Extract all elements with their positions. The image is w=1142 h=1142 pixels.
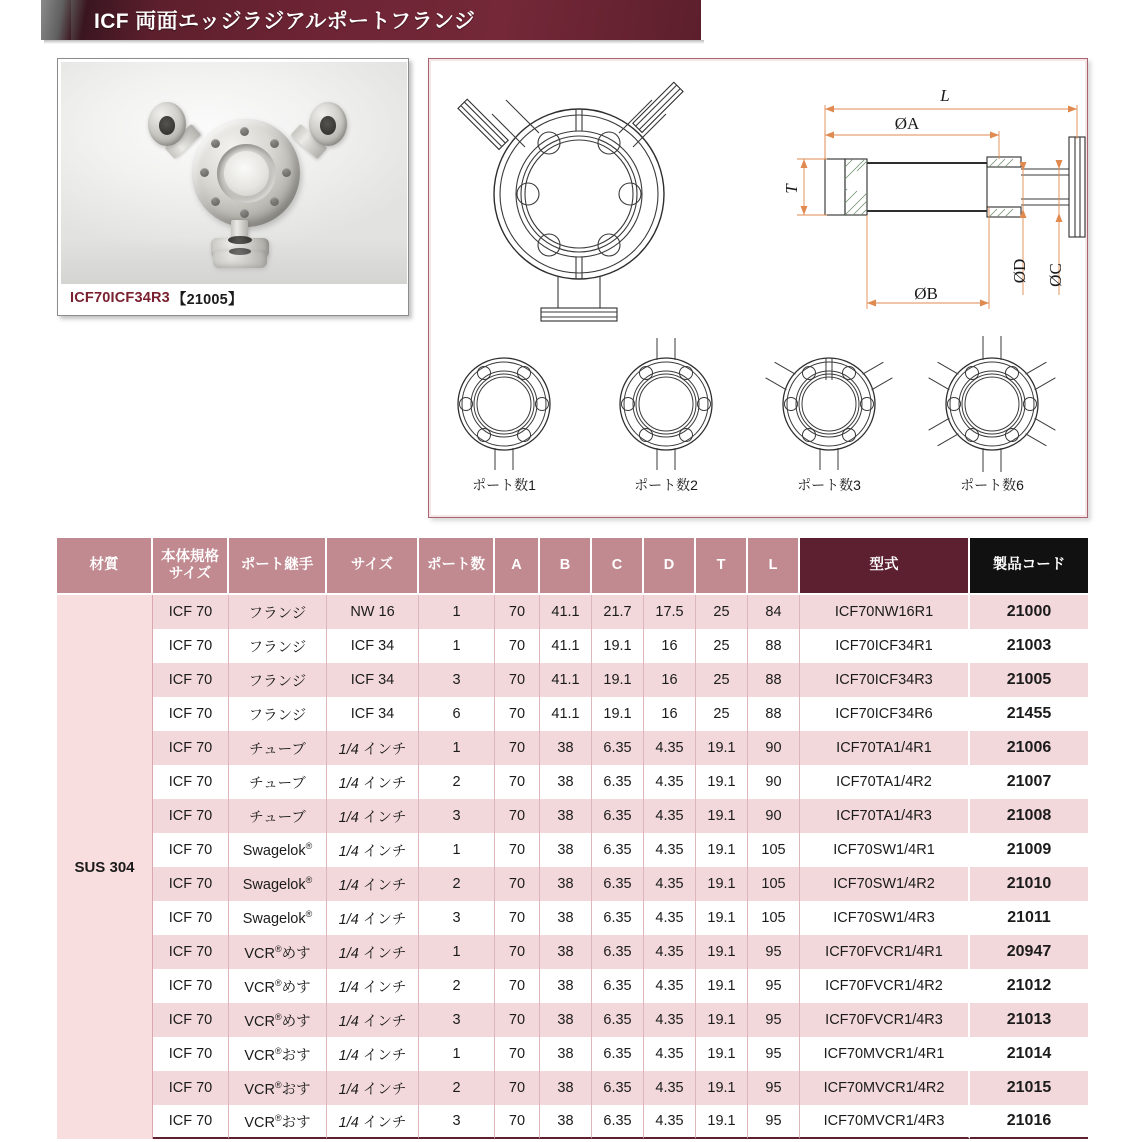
table-header-row: [57, 538, 1088, 595]
cell-dim-d: 4.35: [644, 1105, 696, 1139]
cell-dim-l: 95: [748, 1037, 800, 1071]
col-header-a: A: [495, 538, 540, 595]
table-row: [57, 663, 1088, 697]
cell-dim-a: 70: [495, 595, 540, 629]
cell-dim-d: 16: [644, 629, 696, 663]
cell-model: ICF70NW16R1: [800, 595, 970, 629]
cell-dim-c: 21.7: [592, 595, 644, 629]
cell-dim-a: 70: [495, 901, 540, 935]
cell-dim-b: 41.1: [540, 595, 592, 629]
cell-size: 1/4 インチ: [327, 765, 419, 799]
dimension-label-T: T: [782, 184, 801, 194]
cell-body-spec-size: ICF 70: [153, 765, 229, 799]
cell-dim-t: 19.1: [696, 1071, 748, 1105]
cell-size: ICF 34: [327, 629, 419, 663]
registered-mark: ®: [305, 909, 313, 920]
cell-dim-l: 95: [748, 1003, 800, 1037]
cell-port-count: 1: [419, 595, 495, 629]
cell-dim-a: 70: [495, 1105, 540, 1139]
cell-dim-t: 19.1: [696, 969, 748, 1003]
cell-size: 1/4 インチ: [327, 1105, 419, 1139]
port-flange-left: [148, 102, 186, 146]
cell-body-spec-size: ICF 70: [153, 629, 229, 663]
cell-dim-b: 38: [540, 765, 592, 799]
cell-product-code: 21006: [970, 731, 1088, 765]
cell-product-code: 21015: [970, 1071, 1088, 1105]
bolt-hole: [211, 197, 220, 206]
cell-dim-t: 19.1: [696, 1105, 748, 1139]
cell-port-count: 2: [419, 765, 495, 799]
table-body: [57, 595, 1088, 1139]
registered-mark: ®: [274, 943, 282, 954]
cell-dim-b: 41.1: [540, 663, 592, 697]
cell-port-fitting: VCR®おす: [229, 1071, 327, 1105]
bolt-hole: [211, 139, 220, 148]
cell-dim-a: 70: [495, 663, 540, 697]
cell-port-count: 3: [419, 663, 495, 697]
cell-model: ICF70ICF34R6: [800, 697, 970, 731]
cell-dim-d: 4.35: [644, 901, 696, 935]
cell-body-spec-size: ICF 70: [153, 867, 229, 901]
cell-port-fitting: チューブ: [229, 765, 327, 799]
cell-dim-b: 38: [540, 867, 592, 901]
cell-model: ICF70SW1/4R1: [800, 833, 970, 867]
cell-dim-l: 95: [748, 969, 800, 1003]
cell-port-fitting: チューブ: [229, 731, 327, 765]
port-variant-6: [929, 336, 1056, 472]
cell-dim-a: 70: [495, 1003, 540, 1037]
cell-product-code: 21009: [970, 833, 1088, 867]
col-header-b: B: [540, 538, 592, 595]
port-flange-right: [309, 102, 347, 146]
cell-dim-b: 38: [540, 833, 592, 867]
cell-size: ICF 34: [327, 663, 419, 697]
cell-model: ICF70TA1/4R1: [800, 731, 970, 765]
registered-mark: ®: [274, 977, 282, 988]
cell-port-fitting: VCR®おす: [229, 1037, 327, 1071]
registered-mark: ®: [274, 1112, 282, 1123]
cell-model: ICF70FVCR1/4R2: [800, 969, 970, 1003]
cell-dim-c: 6.35: [592, 1003, 644, 1037]
cell-port-fitting: VCR®めす: [229, 1003, 327, 1037]
cell-dim-a: 70: [495, 1071, 540, 1105]
cell-dim-d: 4.35: [644, 731, 696, 765]
bolt-hole: [270, 139, 279, 148]
cell-dim-b: 38: [540, 901, 592, 935]
cell-dim-c: 6.35: [592, 731, 644, 765]
cell-dim-d: 4.35: [644, 935, 696, 969]
cell-dim-t: 25: [696, 697, 748, 731]
cell-model: ICF70SW1/4R2: [800, 867, 970, 901]
cell-product-code: 21014: [970, 1037, 1088, 1071]
cell-dim-t: 19.1: [696, 1037, 748, 1071]
cell-product-code: 21007: [970, 765, 1088, 799]
cell-body-spec-size: ICF 70: [153, 663, 229, 697]
photo-caption: [61, 284, 407, 312]
bolt-hole: [240, 209, 249, 218]
page-title: ICF 両面エッジラジアルポートフランジ: [94, 10, 476, 33]
cell-dim-l: 90: [748, 765, 800, 799]
cell-dim-d: 17.5: [644, 595, 696, 629]
cell-size: 1/4 インチ: [327, 833, 419, 867]
cell-dim-l: 105: [748, 901, 800, 935]
table-row: [57, 1037, 1088, 1071]
cell-model: ICF70TA1/4R2: [800, 765, 970, 799]
cell-dim-b: 38: [540, 1105, 592, 1139]
cell-dim-t: 19.1: [696, 833, 748, 867]
port-variant-2: [620, 338, 712, 470]
cell-dim-a: 70: [495, 629, 540, 663]
cell-size: 1/4 インチ: [327, 1003, 419, 1037]
table-row: [57, 969, 1088, 1003]
col-header-d: D: [644, 538, 696, 595]
cell-port-fitting: フランジ: [229, 595, 327, 629]
cell-port-fitting: フランジ: [229, 663, 327, 697]
cell-dim-c: 6.35: [592, 1037, 644, 1071]
cell-product-code: 21005: [970, 663, 1088, 697]
cell-size: 1/4 インチ: [327, 935, 419, 969]
cell-dim-c: 6.35: [592, 867, 644, 901]
table-row: [57, 1071, 1088, 1105]
dimension-label-A: ØA: [894, 114, 920, 133]
cell-dim-a: 70: [495, 765, 540, 799]
col-header-c: C: [592, 538, 644, 595]
cell-product-code: 21011: [970, 901, 1088, 935]
cell-model: ICF70MVCR1/4R3: [800, 1105, 970, 1139]
registered-mark: ®: [274, 1011, 282, 1022]
cell-dim-c: 6.35: [592, 1071, 644, 1105]
cell-dim-c: 6.35: [592, 969, 644, 1003]
product-photo-panel: [57, 58, 409, 316]
cell-dim-c: 6.35: [592, 833, 644, 867]
cell-size: 1/4 インチ: [327, 1071, 419, 1105]
cell-size: 1/4 インチ: [327, 731, 419, 765]
cell-body-spec-size: ICF 70: [153, 1003, 229, 1037]
cell-port-fitting: フランジ: [229, 629, 327, 663]
cell-dim-l: 95: [748, 935, 800, 969]
cell-product-code: 21000: [970, 595, 1088, 629]
registered-mark: ®: [305, 841, 313, 852]
cell-model: ICF70ICF34R1: [800, 629, 970, 663]
cell-dim-c: 6.35: [592, 901, 644, 935]
cell-dim-l: 84: [748, 595, 800, 629]
cell-port-count: 1: [419, 629, 495, 663]
registered-mark: ®: [274, 1045, 282, 1056]
flange-bore-shape: [217, 144, 276, 203]
cell-size: 1/4 インチ: [327, 867, 419, 901]
cell-dim-b: 41.1: [540, 697, 592, 731]
bolt-hole: [200, 168, 209, 177]
cell-dim-b: 38: [540, 731, 592, 765]
port-variant-row: [458, 336, 1055, 472]
cell-dim-d: 4.35: [644, 833, 696, 867]
port-variant-1: [458, 358, 550, 470]
cell-dim-l: 90: [748, 731, 800, 765]
cell-dim-c: 6.35: [592, 799, 644, 833]
table-row: [57, 595, 1088, 629]
col-header-port-fitting: ポート継手: [229, 538, 327, 595]
cell-dim-l: 105: [748, 867, 800, 901]
cell-product-code: 20947: [970, 935, 1088, 969]
cell-dim-c: 6.35: [592, 1105, 644, 1139]
cell-port-count: 2: [419, 969, 495, 1003]
cell-dim-c: 19.1: [592, 697, 644, 731]
cell-dim-t: 19.1: [696, 799, 748, 833]
cell-body-spec-size: ICF 70: [153, 731, 229, 765]
cell-body-spec-size: ICF 70: [153, 935, 229, 969]
col-header-body-spec-line2: サイズ: [168, 565, 212, 582]
cell-dim-b: 38: [540, 1071, 592, 1105]
cell-dim-t: 25: [696, 629, 748, 663]
col-header-t: T: [696, 538, 748, 595]
cell-port-count: 3: [419, 799, 495, 833]
cell-dim-a: 70: [495, 833, 540, 867]
cell-model: ICF70FVCR1/4R3: [800, 1003, 970, 1037]
cell-size: 1/4 インチ: [327, 901, 419, 935]
cell-model: ICF70MVCR1/4R1: [800, 1037, 970, 1071]
cell-dim-t: 25: [696, 595, 748, 629]
registered-mark: ®: [305, 875, 313, 886]
cell-size: NW 16: [327, 595, 419, 629]
cell-port-count: 6: [419, 697, 495, 731]
dimension-lines: [797, 105, 1077, 309]
cell-model: ICF70MVCR1/4R2: [800, 1071, 970, 1105]
port-variant-6-label: ポート数6: [960, 477, 1024, 493]
cell-port-fitting: Swagelok®: [229, 833, 327, 867]
cell-size: 1/4 インチ: [327, 799, 419, 833]
front-view-drawing: [458, 82, 683, 321]
cell-body-spec-size: ICF 70: [153, 595, 229, 629]
cell-port-fitting: VCR®めす: [229, 969, 327, 1003]
cell-body-spec-size: ICF 70: [153, 1105, 229, 1139]
cell-dim-d: 4.35: [644, 1071, 696, 1105]
cell-product-code: 21012: [970, 969, 1088, 1003]
table-row: [57, 765, 1088, 799]
cell-dim-l: 95: [748, 1105, 800, 1139]
cell-product-code: 21013: [970, 1003, 1088, 1037]
cell-port-fitting: チューブ: [229, 799, 327, 833]
bolt-hole: [240, 127, 249, 136]
cell-dim-b: 38: [540, 935, 592, 969]
cell-body-spec-size: ICF 70: [153, 901, 229, 935]
cell-dim-c: 19.1: [592, 629, 644, 663]
col-header-body-spec-line1: 本体規格: [161, 549, 219, 566]
port-variant-3: [766, 358, 893, 470]
cell-dim-l: 88: [748, 629, 800, 663]
cell-product-code: 21003: [970, 629, 1088, 663]
dimension-label-L: L: [940, 86, 950, 105]
cell-dim-a: 70: [495, 731, 540, 765]
cell-dim-b: 38: [540, 1003, 592, 1037]
cell-dim-c: 6.35: [592, 935, 644, 969]
cell-size: 1/4 インチ: [327, 969, 419, 1003]
bolt-hole: [270, 197, 279, 206]
cell-dim-a: 70: [495, 697, 540, 731]
cell-body-spec-size: ICF 70: [153, 799, 229, 833]
cell-dim-l: 105: [748, 833, 800, 867]
cell-size: ICF 34: [327, 697, 419, 731]
cell-dim-d: 4.35: [644, 799, 696, 833]
table-row: [57, 799, 1088, 833]
cell-port-fitting: VCR®おす: [229, 1105, 327, 1139]
cell-dim-a: 70: [495, 935, 540, 969]
cell-port-count: 1: [419, 833, 495, 867]
col-header-material: 材質: [57, 538, 153, 595]
cell-port-count: 1: [419, 935, 495, 969]
cell-body-spec-size: ICF 70: [153, 1071, 229, 1105]
table-row: [57, 901, 1088, 935]
cell-port-count: 1: [419, 1037, 495, 1071]
cell-dim-d: 4.35: [644, 1003, 696, 1037]
cell-dim-b: 38: [540, 799, 592, 833]
cell-port-count: 3: [419, 1003, 495, 1037]
cell-port-count: 1: [419, 731, 495, 765]
section-view-drawing: [825, 137, 1085, 237]
technical-drawing-svg: [429, 59, 1087, 517]
cell-product-code: 21008: [970, 799, 1088, 833]
cell-body-spec-size: ICF 70: [153, 969, 229, 1003]
cell-dim-c: 19.1: [592, 663, 644, 697]
table-row: [57, 697, 1088, 731]
cell-dim-t: 19.1: [696, 867, 748, 901]
table-row: [57, 731, 1088, 765]
cell-dim-t: 19.1: [696, 901, 748, 935]
cell-size: 1/4 インチ: [327, 1037, 419, 1071]
table-row: [57, 833, 1088, 867]
cell-product-code: 21016: [970, 1105, 1088, 1139]
cell-port-fitting: Swagelok®: [229, 901, 327, 935]
dimension-label-B: ØB: [914, 284, 938, 303]
cell-dim-l: 90: [748, 799, 800, 833]
cell-model: ICF70ICF34R3: [800, 663, 970, 697]
cell-dim-l: 88: [748, 697, 800, 731]
photo-caption-code: 【21005】: [171, 291, 243, 308]
cell-dim-t: 19.1: [696, 765, 748, 799]
cell-dim-b: 38: [540, 1037, 592, 1071]
cell-dim-l: 95: [748, 1071, 800, 1105]
cell-model: ICF70SW1/4R3: [800, 901, 970, 935]
col-header-model: 型式: [800, 538, 970, 595]
specification-table: [57, 538, 1088, 1139]
bolt-hole: [282, 168, 291, 177]
cell-dim-a: 70: [495, 1037, 540, 1071]
cell-port-count: 3: [419, 901, 495, 935]
cell-dim-a: 70: [495, 969, 540, 1003]
cell-dim-l: 88: [748, 663, 800, 697]
cell-dim-t: 19.1: [696, 731, 748, 765]
table-row: [57, 867, 1088, 901]
cell-dim-d: 16: [644, 663, 696, 697]
cell-dim-a: 70: [495, 799, 540, 833]
cell-port-count: 2: [419, 867, 495, 901]
cell-dim-d: 4.35: [644, 1037, 696, 1071]
cell-dim-d: 16: [644, 697, 696, 731]
table-row: [57, 935, 1088, 969]
photo-reflection: [61, 238, 407, 286]
dimension-label-D: ØD: [1010, 258, 1029, 284]
page-title-bar: [41, 0, 701, 40]
cell-model: ICF70FVCR1/4R1: [800, 935, 970, 969]
cell-body-spec-size: ICF 70: [153, 697, 229, 731]
cell-product-code: 21010: [970, 867, 1088, 901]
cell-dim-t: 19.1: [696, 935, 748, 969]
cell-dim-b: 38: [540, 969, 592, 1003]
port-variant-1-label: ポート数1: [472, 477, 536, 493]
cell-model: ICF70TA1/4R3: [800, 799, 970, 833]
table-row: [57, 1105, 1088, 1139]
cell-dim-a: 70: [495, 867, 540, 901]
cell-port-count: 3: [419, 1105, 495, 1139]
col-header-l: L: [748, 538, 800, 595]
photo-caption-model: ICF70ICF34R3: [70, 290, 170, 306]
table-row: [57, 1003, 1088, 1037]
port-variant-captions: [472, 477, 1024, 493]
cell-port-fitting: Swagelok®: [229, 867, 327, 901]
cell-dim-d: 4.35: [644, 765, 696, 799]
registered-mark: ®: [274, 1079, 282, 1090]
col-header-product-code: 製品コード: [970, 538, 1088, 595]
col-header-port-count: ポート数: [419, 538, 495, 595]
port-variant-2-label: ポート数2: [634, 477, 698, 493]
title-bar-shadow: [44, 40, 704, 44]
port-variant-3-label: ポート数3: [797, 477, 861, 493]
product-photo-image: [61, 62, 407, 286]
cell-port-fitting: VCR®めす: [229, 935, 327, 969]
cell-dim-d: 4.35: [644, 969, 696, 1003]
cell-port-count: 2: [419, 1071, 495, 1105]
cell-dim-d: 4.35: [644, 867, 696, 901]
cell-dim-c: 6.35: [592, 765, 644, 799]
technical-drawing-panel: [428, 58, 1088, 518]
cell-dim-t: 19.1: [696, 1003, 748, 1037]
cell-dim-b: 41.1: [540, 629, 592, 663]
table-row: [57, 629, 1088, 663]
cell-body-spec-size: ICF 70: [153, 833, 229, 867]
col-header-size: サイズ: [327, 538, 419, 595]
material-cell: SUS 304: [57, 595, 153, 1139]
cell-product-code: 21455: [970, 697, 1088, 731]
dimension-label-C: ØC: [1046, 263, 1065, 287]
col-header-body-spec-size: [153, 538, 229, 595]
cell-body-spec-size: ICF 70: [153, 1037, 229, 1071]
flange-body-shape: [192, 119, 300, 227]
cell-dim-t: 25: [696, 663, 748, 697]
specification-table-wrapper: [57, 538, 1088, 1139]
cell-port-fitting: フランジ: [229, 697, 327, 731]
